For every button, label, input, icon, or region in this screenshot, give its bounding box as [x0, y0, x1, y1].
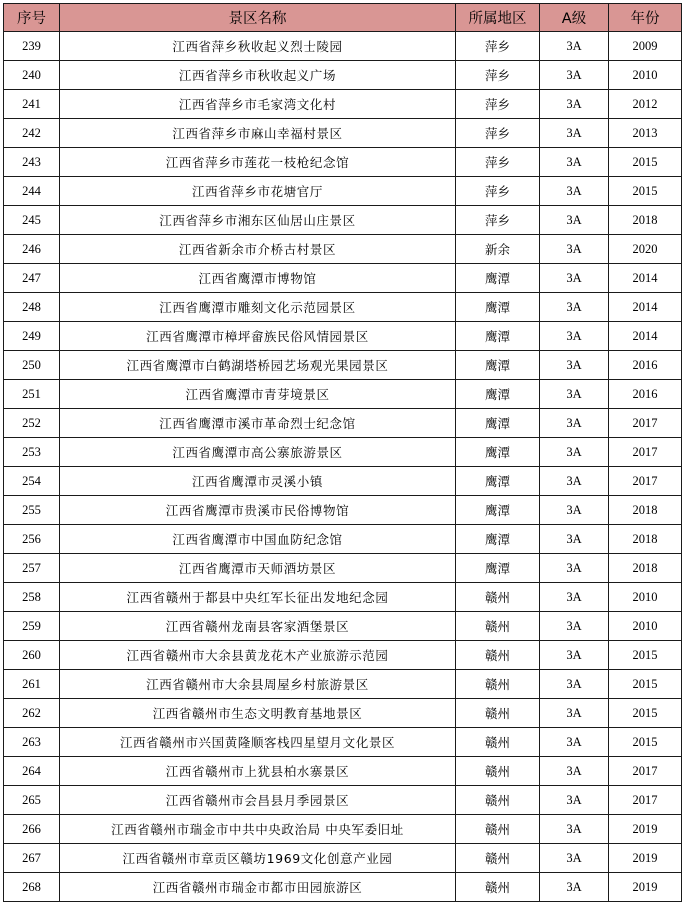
- cell-region: 萍乡: [456, 206, 540, 235]
- table-row: [4, 206, 682, 235]
- cell-a-level: 3A: [540, 119, 609, 148]
- cell-serial-number: 252: [4, 409, 60, 438]
- cell-scenic-name: 江西省萍乡市湘东区仙居山庄景区: [60, 206, 456, 235]
- cell-serial-number: 239: [4, 32, 60, 61]
- table-row: [4, 786, 682, 815]
- cell-scenic-name: 江西省赣州市瑞金市中共中央政治局 中央军委旧址: [60, 815, 456, 844]
- table-row: [4, 264, 682, 293]
- cell-serial-number: 268: [4, 873, 60, 902]
- cell-year: 2017: [609, 409, 682, 438]
- cell-serial-number: 242: [4, 119, 60, 148]
- cell-a-level: 3A: [540, 467, 609, 496]
- cell-scenic-name: 江西省萍乡市秋收起义广场: [60, 61, 456, 90]
- cell-region: 赣州: [456, 873, 540, 902]
- cell-year: 2019: [609, 815, 682, 844]
- cell-scenic-name: 江西省赣州于都县中央红军长征出发地纪念园: [60, 583, 456, 612]
- cell-scenic-name: 江西省萍乡市毛家湾文化村: [60, 90, 456, 119]
- cell-year: 2017: [609, 786, 682, 815]
- cell-year: 2010: [609, 61, 682, 90]
- table-row: [4, 235, 682, 264]
- cell-a-level: 3A: [540, 844, 609, 873]
- cell-scenic-name: 江西省鹰潭市白鹤湖塔桥园艺场观光果园景区: [60, 351, 456, 380]
- cell-year: 2016: [609, 351, 682, 380]
- header-region: 所属地区: [456, 4, 540, 32]
- cell-year: 2014: [609, 293, 682, 322]
- cell-year: 2014: [609, 322, 682, 351]
- cell-a-level: 3A: [540, 264, 609, 293]
- cell-region: 赣州: [456, 815, 540, 844]
- cell-a-level: 3A: [540, 641, 609, 670]
- cell-serial-number: 264: [4, 757, 60, 786]
- cell-region: 赣州: [456, 670, 540, 699]
- cell-year: 2018: [609, 525, 682, 554]
- table-row: [4, 670, 682, 699]
- cell-scenic-name: 江西省鹰潭市灵溪小镇: [60, 467, 456, 496]
- cell-region: 鹰潭: [456, 438, 540, 467]
- table-row: [4, 409, 682, 438]
- header-year: 年份: [609, 4, 682, 32]
- cell-serial-number: 253: [4, 438, 60, 467]
- cell-serial-number: 266: [4, 815, 60, 844]
- cell-scenic-name: 江西省鹰潭市中国血防纪念馆: [60, 525, 456, 554]
- cell-serial-number: 251: [4, 380, 60, 409]
- cell-year: 2020: [609, 235, 682, 264]
- cell-year: 2018: [609, 554, 682, 583]
- table-row: [4, 293, 682, 322]
- cell-region: 萍乡: [456, 148, 540, 177]
- table-row: [4, 90, 682, 119]
- cell-scenic-name: 江西省鹰潭市高公寨旅游景区: [60, 438, 456, 467]
- cell-a-level: 3A: [540, 61, 609, 90]
- cell-serial-number: 261: [4, 670, 60, 699]
- cell-a-level: 3A: [540, 670, 609, 699]
- cell-year: 2015: [609, 177, 682, 206]
- cell-region: 赣州: [456, 757, 540, 786]
- cell-region: 鹰潭: [456, 264, 540, 293]
- cell-serial-number: 244: [4, 177, 60, 206]
- cell-a-level: 3A: [540, 235, 609, 264]
- cell-scenic-name: 江西省鹰潭市天师酒坊景区: [60, 554, 456, 583]
- table-header: [4, 4, 682, 32]
- cell-serial-number: 262: [4, 699, 60, 728]
- cell-region: 萍乡: [456, 119, 540, 148]
- cell-region: 鹰潭: [456, 525, 540, 554]
- cell-year: 2015: [609, 728, 682, 757]
- cell-year: 2009: [609, 32, 682, 61]
- cell-region: 鹰潭: [456, 554, 540, 583]
- cell-a-level: 3A: [540, 380, 609, 409]
- cell-scenic-name: 江西省鹰潭市青芽境景区: [60, 380, 456, 409]
- table-row: [4, 757, 682, 786]
- cell-a-level: 3A: [540, 496, 609, 525]
- cell-a-level: 3A: [540, 728, 609, 757]
- cell-a-level: 3A: [540, 148, 609, 177]
- table-row: [4, 119, 682, 148]
- cell-region: 萍乡: [456, 177, 540, 206]
- table-row: [4, 438, 682, 467]
- cell-region: 鹰潭: [456, 496, 540, 525]
- cell-serial-number: 265: [4, 786, 60, 815]
- cell-region: 赣州: [456, 728, 540, 757]
- cell-a-level: 3A: [540, 757, 609, 786]
- cell-a-level: 3A: [540, 786, 609, 815]
- table-row: [4, 61, 682, 90]
- cell-a-level: 3A: [540, 177, 609, 206]
- cell-region: 新余: [456, 235, 540, 264]
- cell-scenic-name: 江西省萍乡市花塘官厅: [60, 177, 456, 206]
- cell-scenic-name: 江西省新余市介桥古村景区: [60, 235, 456, 264]
- cell-scenic-name: 江西省鹰潭市博物馆: [60, 264, 456, 293]
- header-a-level: A级: [540, 4, 609, 32]
- cell-scenic-name: 江西省赣州市章贡区赣坊1969文化创意产业园: [60, 844, 456, 873]
- cell-year: 2019: [609, 844, 682, 873]
- cell-year: 2010: [609, 612, 682, 641]
- cell-a-level: 3A: [540, 90, 609, 119]
- cell-a-level: 3A: [540, 583, 609, 612]
- table-row: [4, 148, 682, 177]
- cell-scenic-name: 江西省赣州市大余县周屋乡村旅游景区: [60, 670, 456, 699]
- cell-region: 鹰潭: [456, 380, 540, 409]
- cell-serial-number: 249: [4, 322, 60, 351]
- cell-a-level: 3A: [540, 409, 609, 438]
- cell-scenic-name: 江西省鹰潭市雕刻文化示范园景区: [60, 293, 456, 322]
- table-body: [4, 32, 682, 902]
- cell-scenic-name: 江西省赣州市瑞金市都市田园旅游区: [60, 873, 456, 902]
- cell-serial-number: 260: [4, 641, 60, 670]
- cell-region: 赣州: [456, 583, 540, 612]
- cell-year: 2018: [609, 206, 682, 235]
- cell-a-level: 3A: [540, 873, 609, 902]
- cell-year: 2017: [609, 757, 682, 786]
- cell-serial-number: 258: [4, 583, 60, 612]
- table-row: [4, 322, 682, 351]
- table-row: [4, 699, 682, 728]
- cell-scenic-name: 江西省鹰潭市樟坪畲族民俗风情园景区: [60, 322, 456, 351]
- cell-scenic-name: 江西省赣州市会昌县月季园景区: [60, 786, 456, 815]
- cell-year: 2015: [609, 148, 682, 177]
- cell-serial-number: 245: [4, 206, 60, 235]
- cell-scenic-name: 江西省鹰潭市溪市革命烈士纪念馆: [60, 409, 456, 438]
- table-row: [4, 583, 682, 612]
- cell-year: 2019: [609, 873, 682, 902]
- cell-scenic-name: 江西省萍乡秋收起义烈士陵园: [60, 32, 456, 61]
- table-row: [4, 496, 682, 525]
- table-row: [4, 525, 682, 554]
- cell-serial-number: 243: [4, 148, 60, 177]
- cell-serial-number: 255: [4, 496, 60, 525]
- cell-a-level: 3A: [540, 699, 609, 728]
- cell-region: 赣州: [456, 844, 540, 873]
- cell-a-level: 3A: [540, 293, 609, 322]
- cell-region: 鹰潭: [456, 293, 540, 322]
- cell-serial-number: 257: [4, 554, 60, 583]
- cell-serial-number: 263: [4, 728, 60, 757]
- table-row: [4, 641, 682, 670]
- cell-region: 萍乡: [456, 32, 540, 61]
- cell-a-level: 3A: [540, 206, 609, 235]
- cell-year: 2017: [609, 467, 682, 496]
- cell-scenic-name: 江西省萍乡市麻山幸福村景区: [60, 119, 456, 148]
- cell-a-level: 3A: [540, 322, 609, 351]
- table-row: [4, 873, 682, 902]
- table-row: [4, 32, 682, 61]
- table-row: [4, 612, 682, 641]
- cell-region: 鹰潭: [456, 467, 540, 496]
- cell-year: 2016: [609, 380, 682, 409]
- cell-scenic-name: 江西省赣州市生态文明教育基地景区: [60, 699, 456, 728]
- cell-a-level: 3A: [540, 438, 609, 467]
- cell-serial-number: 240: [4, 61, 60, 90]
- cell-region: 赣州: [456, 699, 540, 728]
- cell-a-level: 3A: [540, 815, 609, 844]
- cell-year: 2015: [609, 699, 682, 728]
- cell-year: 2015: [609, 670, 682, 699]
- cell-year: 2012: [609, 90, 682, 119]
- cell-region: 萍乡: [456, 90, 540, 119]
- header-row: [4, 4, 682, 32]
- cell-region: 赣州: [456, 786, 540, 815]
- cell-region: 萍乡: [456, 61, 540, 90]
- cell-a-level: 3A: [540, 351, 609, 380]
- cell-year: 2013: [609, 119, 682, 148]
- cell-a-level: 3A: [540, 32, 609, 61]
- table-row: [4, 844, 682, 873]
- cell-a-level: 3A: [540, 612, 609, 641]
- cell-region: 赣州: [456, 612, 540, 641]
- table-row: [4, 554, 682, 583]
- cell-scenic-name: 江西省赣州市上犹县柏水寨景区: [60, 757, 456, 786]
- cell-scenic-name: 江西省赣州龙南县客家酒堡景区: [60, 612, 456, 641]
- cell-serial-number: 247: [4, 264, 60, 293]
- cell-serial-number: 267: [4, 844, 60, 873]
- cell-serial-number: 246: [4, 235, 60, 264]
- cell-a-level: 3A: [540, 554, 609, 583]
- cell-region: 鹰潭: [456, 322, 540, 351]
- cell-region: 鹰潭: [456, 409, 540, 438]
- table-row: [4, 815, 682, 844]
- cell-year: 2010: [609, 583, 682, 612]
- scenic-spot-table: [3, 3, 682, 902]
- cell-scenic-name: 江西省鹰潭市贵溪市民俗博物馆: [60, 496, 456, 525]
- cell-scenic-name: 江西省赣州市大余县黄龙花木产业旅游示范园: [60, 641, 456, 670]
- table-row: [4, 467, 682, 496]
- cell-year: 2015: [609, 641, 682, 670]
- cell-a-level: 3A: [540, 525, 609, 554]
- table-row: [4, 351, 682, 380]
- cell-serial-number: 256: [4, 525, 60, 554]
- cell-serial-number: 259: [4, 612, 60, 641]
- cell-region: 鹰潭: [456, 351, 540, 380]
- cell-serial-number: 250: [4, 351, 60, 380]
- cell-serial-number: 254: [4, 467, 60, 496]
- header-serial-number: 序号: [4, 4, 60, 32]
- header-scenic-name: 景区名称: [60, 4, 456, 32]
- cell-serial-number: 241: [4, 90, 60, 119]
- cell-scenic-name: 江西省赣州市兴国黄隆顺客栈四星望月文化景区: [60, 728, 456, 757]
- table-row: [4, 380, 682, 409]
- cell-region: 赣州: [456, 641, 540, 670]
- cell-scenic-name: 江西省萍乡市莲花一枝枪纪念馆: [60, 148, 456, 177]
- cell-year: 2014: [609, 264, 682, 293]
- table-row: [4, 177, 682, 206]
- cell-year: 2018: [609, 496, 682, 525]
- cell-year: 2017: [609, 438, 682, 467]
- table-row: [4, 728, 682, 757]
- cell-serial-number: 248: [4, 293, 60, 322]
